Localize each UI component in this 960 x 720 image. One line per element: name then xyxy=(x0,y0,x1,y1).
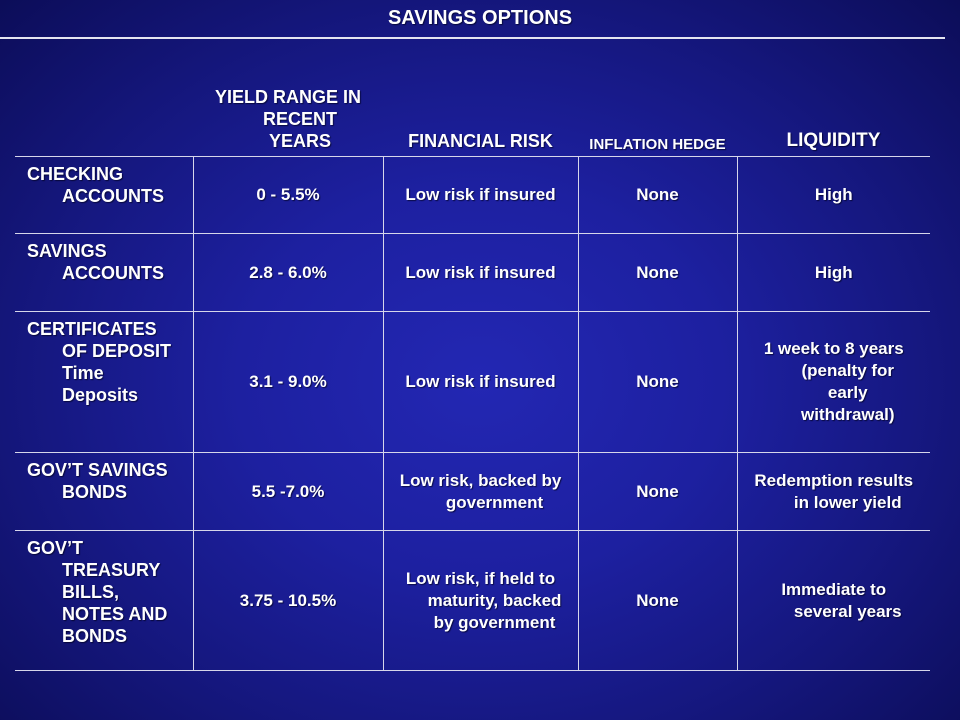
liquidity-line: High xyxy=(814,262,853,282)
cell-liquidity xyxy=(737,234,930,312)
yield-range-value: 2.8 - 6.0% xyxy=(249,262,327,282)
cell-account-type xyxy=(15,234,193,312)
cell-account-type xyxy=(15,312,193,453)
table-row-savings-accounts xyxy=(15,234,930,312)
header-yield-range-line: RECENT xyxy=(262,109,337,129)
cell-inflation-hedge xyxy=(578,157,737,234)
account-type-line: TREASURY xyxy=(62,560,161,580)
financial-risk-line: Low risk, if held to xyxy=(405,568,556,588)
account-type-line: ACCOUNTS xyxy=(62,186,164,206)
liquidity-line: 1 week to 8 years xyxy=(763,339,904,358)
financial-risk-line: Low risk, backed by xyxy=(399,470,562,490)
cell-liquidity xyxy=(737,312,930,453)
table-row-checking-accounts xyxy=(15,157,930,234)
liquidity-line: early xyxy=(827,383,868,402)
liquidity-line: (penalty for xyxy=(801,361,895,380)
savings-options-table xyxy=(15,156,930,671)
cell-account-type xyxy=(15,453,193,531)
table-row-govt-treasury-bills xyxy=(15,531,930,671)
inflation-hedge-value: None xyxy=(636,262,679,282)
liquidity-line: Redemption results xyxy=(754,470,914,490)
yield-range-value: 0 - 5.5% xyxy=(256,185,320,204)
account-type-line: BONDS xyxy=(62,482,128,502)
cell-yield-range xyxy=(193,157,383,234)
inflation-hedge-value: None xyxy=(636,185,679,204)
account-type-line: OF DEPOSIT xyxy=(62,341,172,361)
account-type-line: GOV’T SAVINGS xyxy=(27,460,168,480)
yield-range-value: 5.5 -7.0% xyxy=(251,481,325,501)
cell-liquidity xyxy=(737,531,930,671)
account-type-line: GOV’T xyxy=(27,538,84,558)
cell-account-type xyxy=(15,531,193,671)
liquidity-line: withdrawal) xyxy=(800,405,895,424)
cell-financial-risk xyxy=(383,157,578,234)
header-yield-range-line: YIELD RANGE IN xyxy=(214,87,361,107)
cell-account-type xyxy=(15,157,193,234)
liquidity-line: Immediate to xyxy=(781,579,887,599)
cell-financial-risk xyxy=(383,234,578,312)
financial-risk-line: government xyxy=(445,492,544,512)
liquidity-line: High xyxy=(814,185,853,204)
account-type-line: ACCOUNTS xyxy=(62,263,164,283)
financial-risk-line: Low risk if insured xyxy=(405,372,556,391)
yield-range-value: 3.75 - 10.5% xyxy=(239,590,337,610)
financial-risk-line: Low risk if insured xyxy=(405,262,556,282)
financial-risk-line: Low risk if insured xyxy=(405,185,556,204)
header-liquidity: LIQUIDITY xyxy=(786,130,881,151)
liquidity-line: several years xyxy=(793,601,902,621)
header-financial-risk: FINANCIAL RISK xyxy=(408,131,553,151)
account-type-line: CERTIFICATES xyxy=(27,319,157,339)
header-yield-range xyxy=(193,86,383,152)
column-headers xyxy=(15,70,930,152)
cell-liquidity xyxy=(737,157,930,234)
cell-financial-risk xyxy=(383,531,578,671)
account-type-line: Time xyxy=(62,363,104,383)
cell-inflation-hedge xyxy=(578,234,737,312)
inflation-hedge-value: None xyxy=(636,481,679,501)
cell-inflation-hedge xyxy=(578,312,737,453)
cell-yield-range xyxy=(193,453,383,531)
header-yield-range-line: YEARS xyxy=(268,131,331,151)
inflation-hedge-value: None xyxy=(636,590,679,610)
cell-financial-risk xyxy=(383,312,578,453)
yield-range-value: 3.1 - 9.0% xyxy=(249,372,327,391)
liquidity-line: in lower yield xyxy=(793,492,902,512)
cell-financial-risk xyxy=(383,453,578,531)
slide-title: SAVINGS OPTIONS xyxy=(387,7,573,29)
cell-inflation-hedge xyxy=(578,453,737,531)
cell-inflation-hedge xyxy=(578,531,737,671)
cell-yield-range xyxy=(193,312,383,453)
cell-yield-range xyxy=(193,531,383,671)
account-type-line: Deposits xyxy=(62,385,139,405)
table-row-certificates-of-deposit xyxy=(15,312,930,453)
table-row-govt-savings-bonds xyxy=(15,453,930,531)
header-inflation-hedge: INFLATION HEDGE xyxy=(589,136,726,153)
financial-risk-line: by government xyxy=(433,612,556,632)
cell-yield-range xyxy=(193,234,383,312)
account-type-line: BONDS xyxy=(62,626,128,646)
account-type-line: BILLS, xyxy=(62,582,119,602)
cell-liquidity xyxy=(737,453,930,531)
account-type-line: NOTES AND xyxy=(62,604,168,624)
inflation-hedge-value: None xyxy=(636,372,679,391)
financial-risk-line: maturity, backed xyxy=(427,590,562,610)
title-divider xyxy=(0,37,945,39)
account-type-line: SAVINGS xyxy=(27,241,107,261)
account-type-line: CHECKING xyxy=(27,164,124,184)
